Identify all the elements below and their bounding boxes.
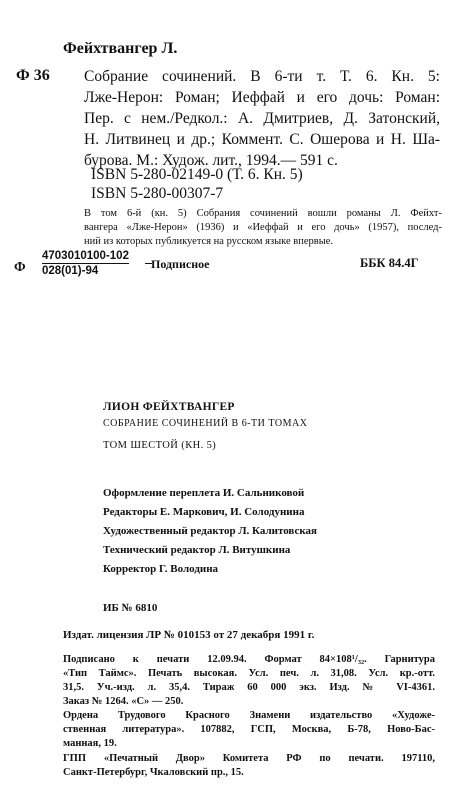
index-fraction xyxy=(42,250,129,277)
print-detail-line: Заказ № 1264. «С» — 250. xyxy=(63,696,184,707)
isbn-block xyxy=(91,165,303,203)
title-author: ЛИОН ФЕЙХТВАНГЕР xyxy=(103,401,235,413)
annotation xyxy=(84,207,442,249)
license-line: Издат. лицензия ЛР № 010153 от 27 декабря 1991 г. xyxy=(63,629,315,641)
credit-line: Технический редактор Л. Витушкина xyxy=(103,544,291,556)
annotation-line: вангера «Лже-Нерон» (1936) и «Иеффай и его дочь» (1957), послед- xyxy=(84,222,442,233)
printer-line: Санкт-Петербург, Чкаловский пр., 15. xyxy=(63,767,244,778)
isbn-line: ISBN 5-280-02149-0 (Т. 6. Кн. 5) xyxy=(91,166,303,183)
catalog-description xyxy=(84,66,440,171)
credit-line: Художественный редактор Л. Калитовская xyxy=(103,525,318,537)
print-detail-line: 31,5. Уч.-изд. л. 35,4. Тираж 60 000 экз. Изд. № VI-4361. xyxy=(63,682,435,693)
fraction-numerator: 4703010100-102 xyxy=(42,250,129,262)
printer-info xyxy=(63,752,435,780)
bbk-code: ББК 84.4Г xyxy=(360,256,419,270)
f-letter: Ф xyxy=(14,259,26,274)
description-line: Н. Литвинец и др.; Коммент. С. Ошерова и Н. Ша- xyxy=(84,131,440,148)
description-line: Лже-Нерон: Роман; Иеффай и его дочь: Роман: xyxy=(84,89,440,106)
description-line: бурова. М.: Худож. лит., 1994.— 591 с. xyxy=(84,152,338,169)
credit-line: Редакторы Е. Маркович, И. Солодунина xyxy=(103,506,305,518)
publisher-line: ственная литература». 107882, ГСП, Москва, Б-78, Ново-Бас- xyxy=(63,724,435,735)
credit-line: Корректор Г. Володина xyxy=(103,563,219,575)
publisher-info xyxy=(63,709,435,751)
print-details xyxy=(63,653,435,709)
description-line: Собрание сочинений. В 6-ти т. Т. 6. Кн. 5: xyxy=(84,68,440,85)
description-line: Пер. с нем./Редкол.: А. Дмитриев, Д. Затонский, xyxy=(84,110,440,127)
annotation-line: В том 6-й (кн. 5) Собрания сочинений вошли романы Л. Фейхт- xyxy=(84,208,442,219)
print-detail-line: Подписано к печати 12.09.94. Формат 84×108¹/₃₂. Гарнитура xyxy=(63,654,435,665)
ib-number: ИБ № 6810 xyxy=(103,602,158,614)
isbn-line: ISBN 5-280-00307-7 xyxy=(91,185,224,202)
annotation-line: ний из которых публикуется на русском языке впервые. xyxy=(84,236,334,247)
printer-line: ГПП «Печатный Двор» Комитета РФ по печати. 197110, xyxy=(63,753,435,764)
catalog-code: Ф 36 xyxy=(16,67,50,84)
catalog-author: Фейхтвангер Л. xyxy=(63,40,178,57)
title-volume: ТОМ ШЕСТОЙ (КН. 5) xyxy=(103,440,217,451)
print-detail-line: «Тип Таймс». Печать высокая. Усл. печ. л. 31,08. Усл. кр.-отт. xyxy=(63,668,435,679)
publisher-line: манная, 19. xyxy=(63,738,117,749)
fraction-denominator: 028(01)-94 xyxy=(42,265,99,277)
credit-line: Оформление переплета И. Сальниковой xyxy=(103,487,305,499)
publisher-line: Ордена Трудового Красного Знамени издательство «Художе- xyxy=(63,710,435,721)
subscription-label: Подписное xyxy=(151,257,210,271)
title-collection: СОБРАНИЕ СОЧИНЕНИЙ В 6-ТИ ТОМАХ xyxy=(103,418,308,429)
